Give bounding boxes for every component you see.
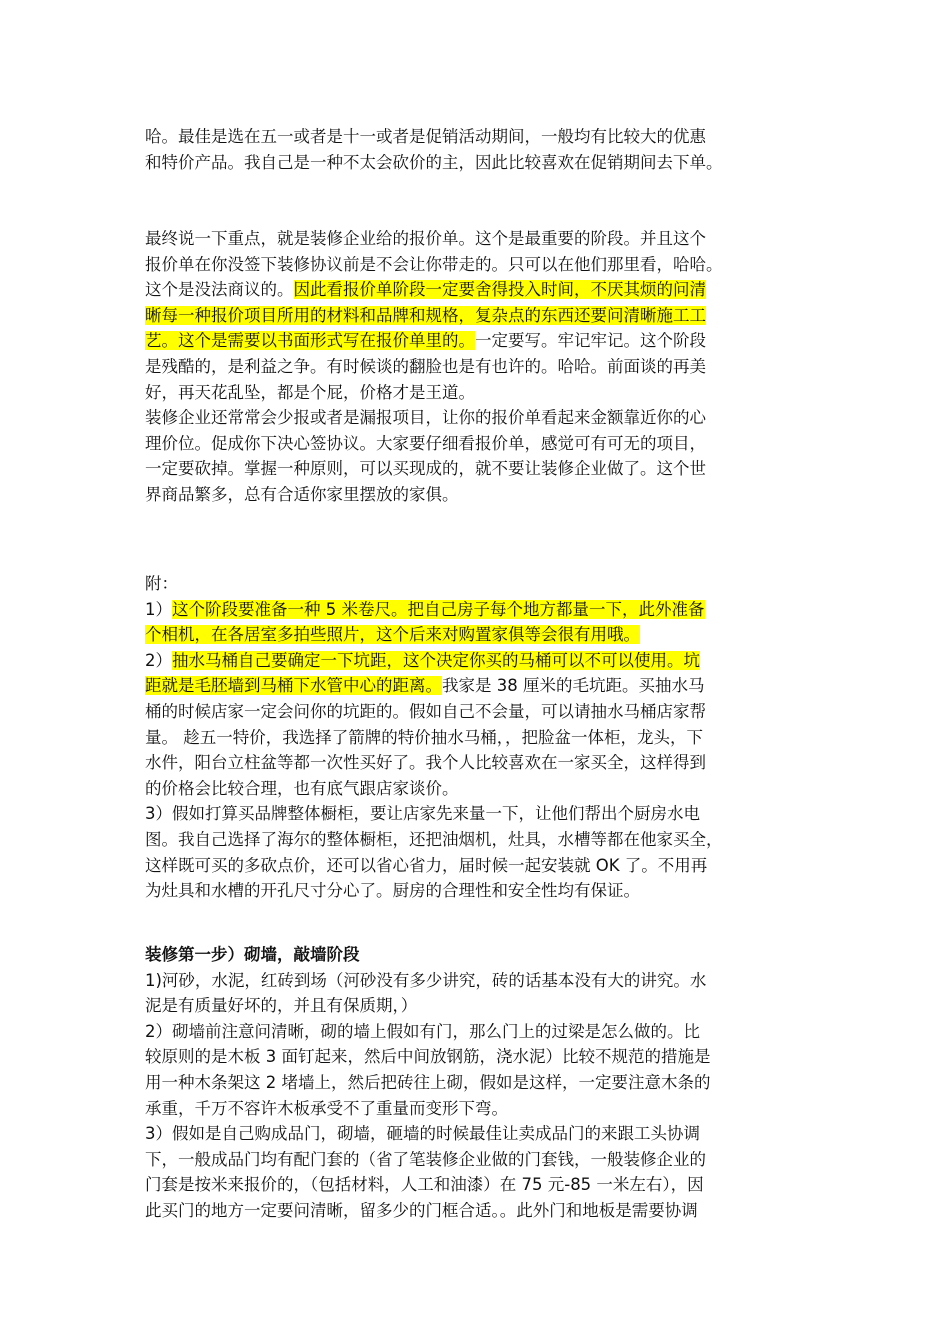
- text-line: [145, 431, 825, 457]
- text-line: [145, 303, 825, 329]
- text-line: [145, 1147, 825, 1173]
- text-run: 2）: [145, 650, 172, 670]
- text-run: 这样既可买的多砍点价，还可以省心省力，届时候一起安装就 OK 了。不用再: [145, 855, 708, 875]
- paragraph-quotation: [145, 226, 825, 508]
- text-line: [145, 482, 825, 508]
- text-run: 1)河砂，水泥，红砖到场（河砂没有多少讲究，砖的话基本没有大的讲究。水: [145, 970, 707, 990]
- text-run: 是残酷的，是利益之争。有时候谈的翻脸也是有也许的。哈哈。前面谈的再美: [145, 356, 706, 376]
- paragraph-promotion-timing: [145, 124, 825, 175]
- paragraph-step-one: [145, 942, 825, 1224]
- text-run: 2）砌墙前注意问清晰，砌的墙上假如有门，那么门上的过梁是怎么做的。比: [145, 1021, 700, 1041]
- text-line: [145, 725, 825, 751]
- text-run: 图。我自己选择了海尔的整体橱柜，还把油烟机，灶具，水槽等都在他家买全，: [145, 829, 723, 849]
- text-run: 装修企业还常常会少报或者是漏报项目，让你的报价单看起来金额靠近你的心: [145, 408, 706, 428]
- text-line: [145, 699, 825, 725]
- text-line: [145, 993, 825, 1019]
- text-run: 好，再天花乱坠，都是个屁，价格才是王道。: [145, 382, 475, 402]
- text-run: 1）: [145, 599, 172, 619]
- text-run: 桶的时候店家一定会问你的坑距的。假如自己不会量，可以请抽水马桶店家帮: [145, 701, 706, 721]
- text-run: 这个是没法商议的。: [145, 280, 294, 300]
- text-line: [145, 354, 825, 380]
- text-line: [145, 942, 825, 968]
- text-run: 下，一般成品门均有配门套的（省了笔装修企业做的门套钱，一般装修企业的: [145, 1149, 706, 1169]
- text-line: [145, 328, 825, 354]
- text-line: [145, 252, 825, 278]
- text-line: [145, 776, 825, 802]
- highlighted-text: 晰每一种报价项目所用的材料和品牌和规格，复杂点的东西还要问清晰施工工: [145, 305, 706, 325]
- text-run: 一定要砍掉。掌握一种原则，可以买现成的，就不要让装修企业做了。这个世: [145, 459, 706, 479]
- text-run: 3）假如是自己购成品门，砌墙，砸墙的时候最佳让卖成品门的来跟工头协调: [145, 1124, 700, 1144]
- text-line: [145, 456, 825, 482]
- text-line: [145, 1096, 825, 1122]
- text-run: 为灶具和水槽的开孔尺寸分心了。厨房的合理性和安全性均有保证。: [145, 881, 640, 901]
- text-run: 一定要写。牢记牢记。这个阶段: [475, 331, 706, 351]
- text-line: [145, 124, 825, 150]
- text-run: 界商品繁多，总有合适你家里摆放的家俱。: [145, 484, 459, 504]
- paragraph-appendix: [145, 571, 825, 904]
- text-run: 哈。最佳是选在五一或者是十一或者是促销活动期间，一般均有比较大的优惠: [145, 127, 706, 146]
- text-line: [145, 827, 825, 853]
- text-line: [145, 673, 825, 699]
- text-line: [145, 277, 825, 303]
- text-run: 的价格会比较合理，也有底气跟店家谈价。: [145, 778, 459, 798]
- text-run: 门套是按米来报价的，（包括材料，人工和油漆）在 75 元-85 一米左右），因: [145, 1175, 704, 1195]
- highlighted-text: 因此看报价单阶段一定要舍得投入时间，不厌其烦的问清: [293, 280, 706, 300]
- section-heading: 装修第一步）砌墙，敲墙阶段: [145, 945, 360, 964]
- text-line: [145, 1019, 825, 1045]
- text-run: 最终说一下重点，就是装修企业给的报价单。这个是最重要的阶段。并且这个: [145, 229, 706, 248]
- text-run: 此买门的地方一定要问清晰，留多少的门框合适。。此外门和地板是需要协调: [145, 1200, 698, 1220]
- text-run: 泥是有质量好坏的，并且有保质期，）: [145, 996, 418, 1016]
- text-line: [145, 150, 825, 176]
- text-line: [145, 648, 825, 674]
- text-run: 我家是 38 厘米的毛坑距。买抽水马: [442, 676, 705, 696]
- text-run: 用一种木条架这 2 堵墙上，然后把砖往上砌，假如是这样，一定要注意木条的: [145, 1072, 711, 1092]
- text-run: 承重，千万不容许木板承受不了重量而变形下弯。: [145, 1098, 508, 1118]
- text-line: [145, 968, 825, 994]
- text-line: [145, 1121, 825, 1147]
- text-line: [145, 878, 825, 904]
- text-line: [145, 1044, 825, 1070]
- text-line: [145, 226, 825, 252]
- text-line: [145, 1070, 825, 1096]
- text-run: 3）假如打算买品牌整体橱柜，要让店家先来量一下，让他们帮出个厨房水电: [145, 804, 700, 824]
- text-run: 附：: [145, 574, 178, 593]
- text-line: [145, 1198, 825, 1224]
- text-line: [145, 622, 825, 648]
- text-line: [145, 801, 825, 827]
- text-line: [145, 750, 825, 776]
- text-run: 理价位。促成你下决心签协议。大家要仔细看报价单，感觉可有可无的项目，: [145, 433, 706, 453]
- text-line: [145, 1172, 825, 1198]
- text-run: 较原则的是木板 3 面钉起来，然后中间放钢筋，浇水泥）比较不规范的措施是: [145, 1047, 711, 1067]
- text-run: 水件，阳台立柱盆等都一次性买好了。我个人比较喜欢在一家买全，这样得到: [145, 753, 706, 773]
- text-run: 量。 趁五一特价，我选择了箭牌的特价抽水马桶，，把脸盆一体柜，龙头，下: [145, 727, 703, 747]
- text-line: [145, 380, 825, 406]
- highlighted-text: 艺。这个是需要以书面形式写在报价单里的。: [145, 331, 475, 351]
- text-run: 报价单在你没签下装修协议前是不会让你带走的。只可以在他们那里看，哈哈。: [145, 254, 723, 274]
- highlighted-text: 这个阶段要准备一种 5 米卷尺。把自己房子每个地方都量一下，此外准备: [172, 599, 705, 619]
- highlighted-text: 个相机，在各居室多拍些照片，这个后来对购置家俱等会很有用哦。: [145, 625, 640, 645]
- highlighted-text: 距就是毛胚墙到马桶下水管中心的距离。: [145, 676, 442, 696]
- text-line: [145, 405, 825, 431]
- text-line: [145, 853, 825, 879]
- text-line: [145, 571, 825, 597]
- highlighted-text: 抽水马桶自己要确定一下坑距，这个决定你买的马桶可以不可以使用。坑: [172, 650, 700, 670]
- text-line: [145, 597, 825, 623]
- text-run: 和特价产品。我自己是一种不太会砍价的主，因此比较喜欢在促销期间去下单。: [145, 152, 723, 172]
